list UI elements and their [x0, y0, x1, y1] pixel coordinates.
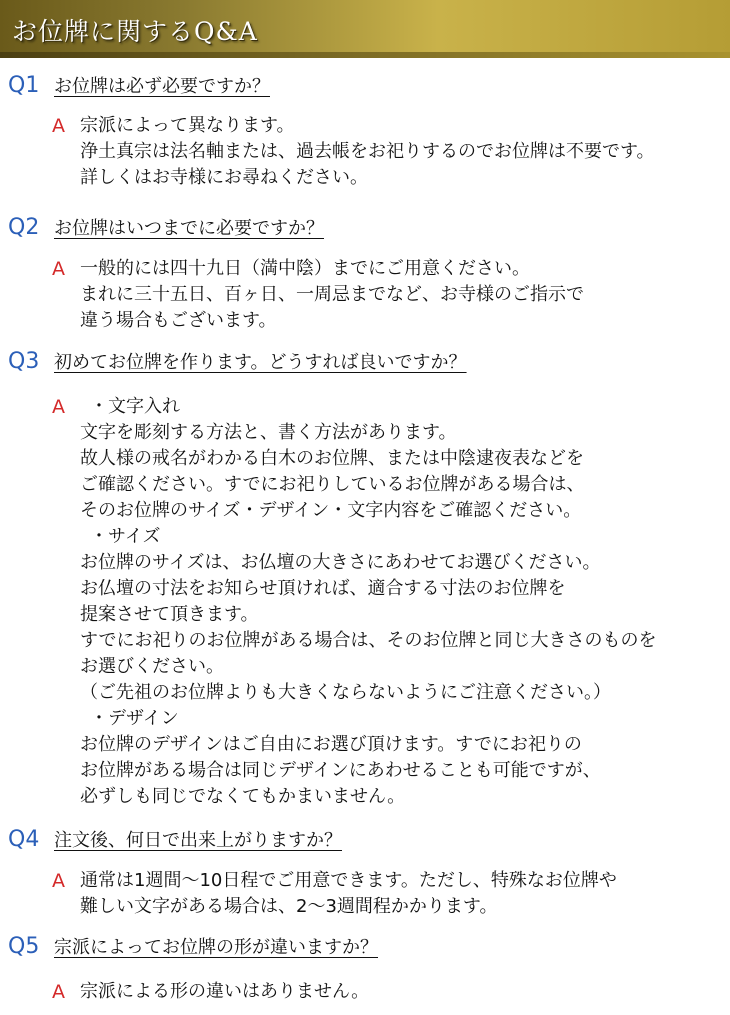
answer-line: まれに三十五日、百ヶ日、一周忌までなど、お寺様のご指示で	[80, 284, 584, 305]
question-text: お位牌は必ず必要ですか？	[54, 76, 270, 97]
answer-mark: A	[52, 870, 65, 892]
question-number: Q1	[8, 73, 40, 98]
question-number: Q2	[8, 215, 40, 240]
question-text: お位牌はいつまでに必要ですか？	[54, 218, 324, 239]
answer-2	[52, 256, 584, 334]
question-4	[8, 826, 342, 852]
page-title: お位牌に関するQ&A	[12, 17, 258, 46]
answer-line: （ご先祖のお位牌よりも大きくならないようにご注意ください。）	[80, 682, 611, 703]
answer-line: 違う場合もございます。	[80, 310, 277, 331]
answer-3	[52, 394, 657, 810]
answer-mark: A	[52, 258, 65, 280]
question-1	[8, 72, 270, 98]
answer-subheading: ・デザイン	[90, 708, 179, 729]
answer-5	[52, 979, 369, 1005]
answer-subheading: ・サイズ	[90, 526, 161, 547]
question-5	[8, 933, 378, 959]
answer-line: すでにお祀りのお位牌がある場合は、そのお位牌と同じ大きさのものを	[80, 630, 657, 651]
answer-line: 宗派によって異なります。	[80, 115, 295, 136]
answer-line: 必ずしも同じでなくてもかまいません。	[80, 786, 406, 807]
answer-mark: A	[52, 115, 65, 137]
question-3	[8, 348, 467, 374]
answer-line: お仏壇の寸法をお知らせ頂ければ、適合する寸法のお位牌を	[80, 578, 566, 599]
answer-line: 故人様の戒名がわかる白木のお位牌、または中陰逮夜表などを	[80, 448, 584, 469]
answer-line: 提案させて頂きます。	[80, 604, 259, 625]
answer-line: 詳しくはお寺様にお尋ねください。	[80, 167, 368, 188]
question-number: Q3	[8, 349, 40, 374]
answer-line: 文字を彫刻する方法と、書く方法があります。	[80, 422, 457, 443]
answer-line: 一般的には四十九日（満中陰）までにご用意ください。	[80, 258, 530, 279]
header-banner	[0, 0, 730, 58]
answer-line: お位牌のサイズは、お仏壇の大きさにあわせてお選びください。	[80, 552, 601, 573]
answer-line: ご確認ください。すでにお祀りしているお位牌がある場合は、	[80, 474, 585, 495]
answer-line: 通常は1週間～10日程でご用意できます。ただし、特殊なお位牌や	[80, 870, 617, 891]
question-text: 注文後、何日で出来上がりますか？	[54, 830, 342, 851]
question-number: Q5	[8, 934, 40, 959]
answer-mark: A	[52, 981, 65, 1003]
answer-line: 浄土真宗は法名軸または、過去帳をお祀りするのでお位牌は不要です。	[80, 141, 655, 162]
answer-line: お位牌のデザインはご自由にお選び頂けます。すでにお祀りの	[80, 734, 582, 755]
question-2	[8, 214, 324, 240]
question-text: 宗派によってお位牌の形が違いますか？	[54, 937, 378, 958]
answer-mark: A	[52, 396, 65, 418]
answer-line: 宗派による形の違いはありません。	[80, 981, 370, 1002]
question-text: 初めてお位牌を作ります。どうすれば良いですか？	[54, 352, 467, 373]
answer-line: 難しい文字がある場合は、2～3週間程かかります。	[80, 896, 498, 917]
question-number: Q4	[8, 827, 40, 852]
answer-subheading: ・文字入れ	[90, 396, 180, 417]
answer-line: お選びください。	[80, 656, 224, 677]
answer-line: そのお位牌のサイズ・デザイン・文字内容をご確認ください。	[80, 500, 582, 521]
answer-4	[52, 868, 617, 920]
answer-1	[52, 113, 655, 191]
answer-line: お位牌がある場合は同じデザインにあわせることも可能ですが、	[80, 760, 601, 781]
